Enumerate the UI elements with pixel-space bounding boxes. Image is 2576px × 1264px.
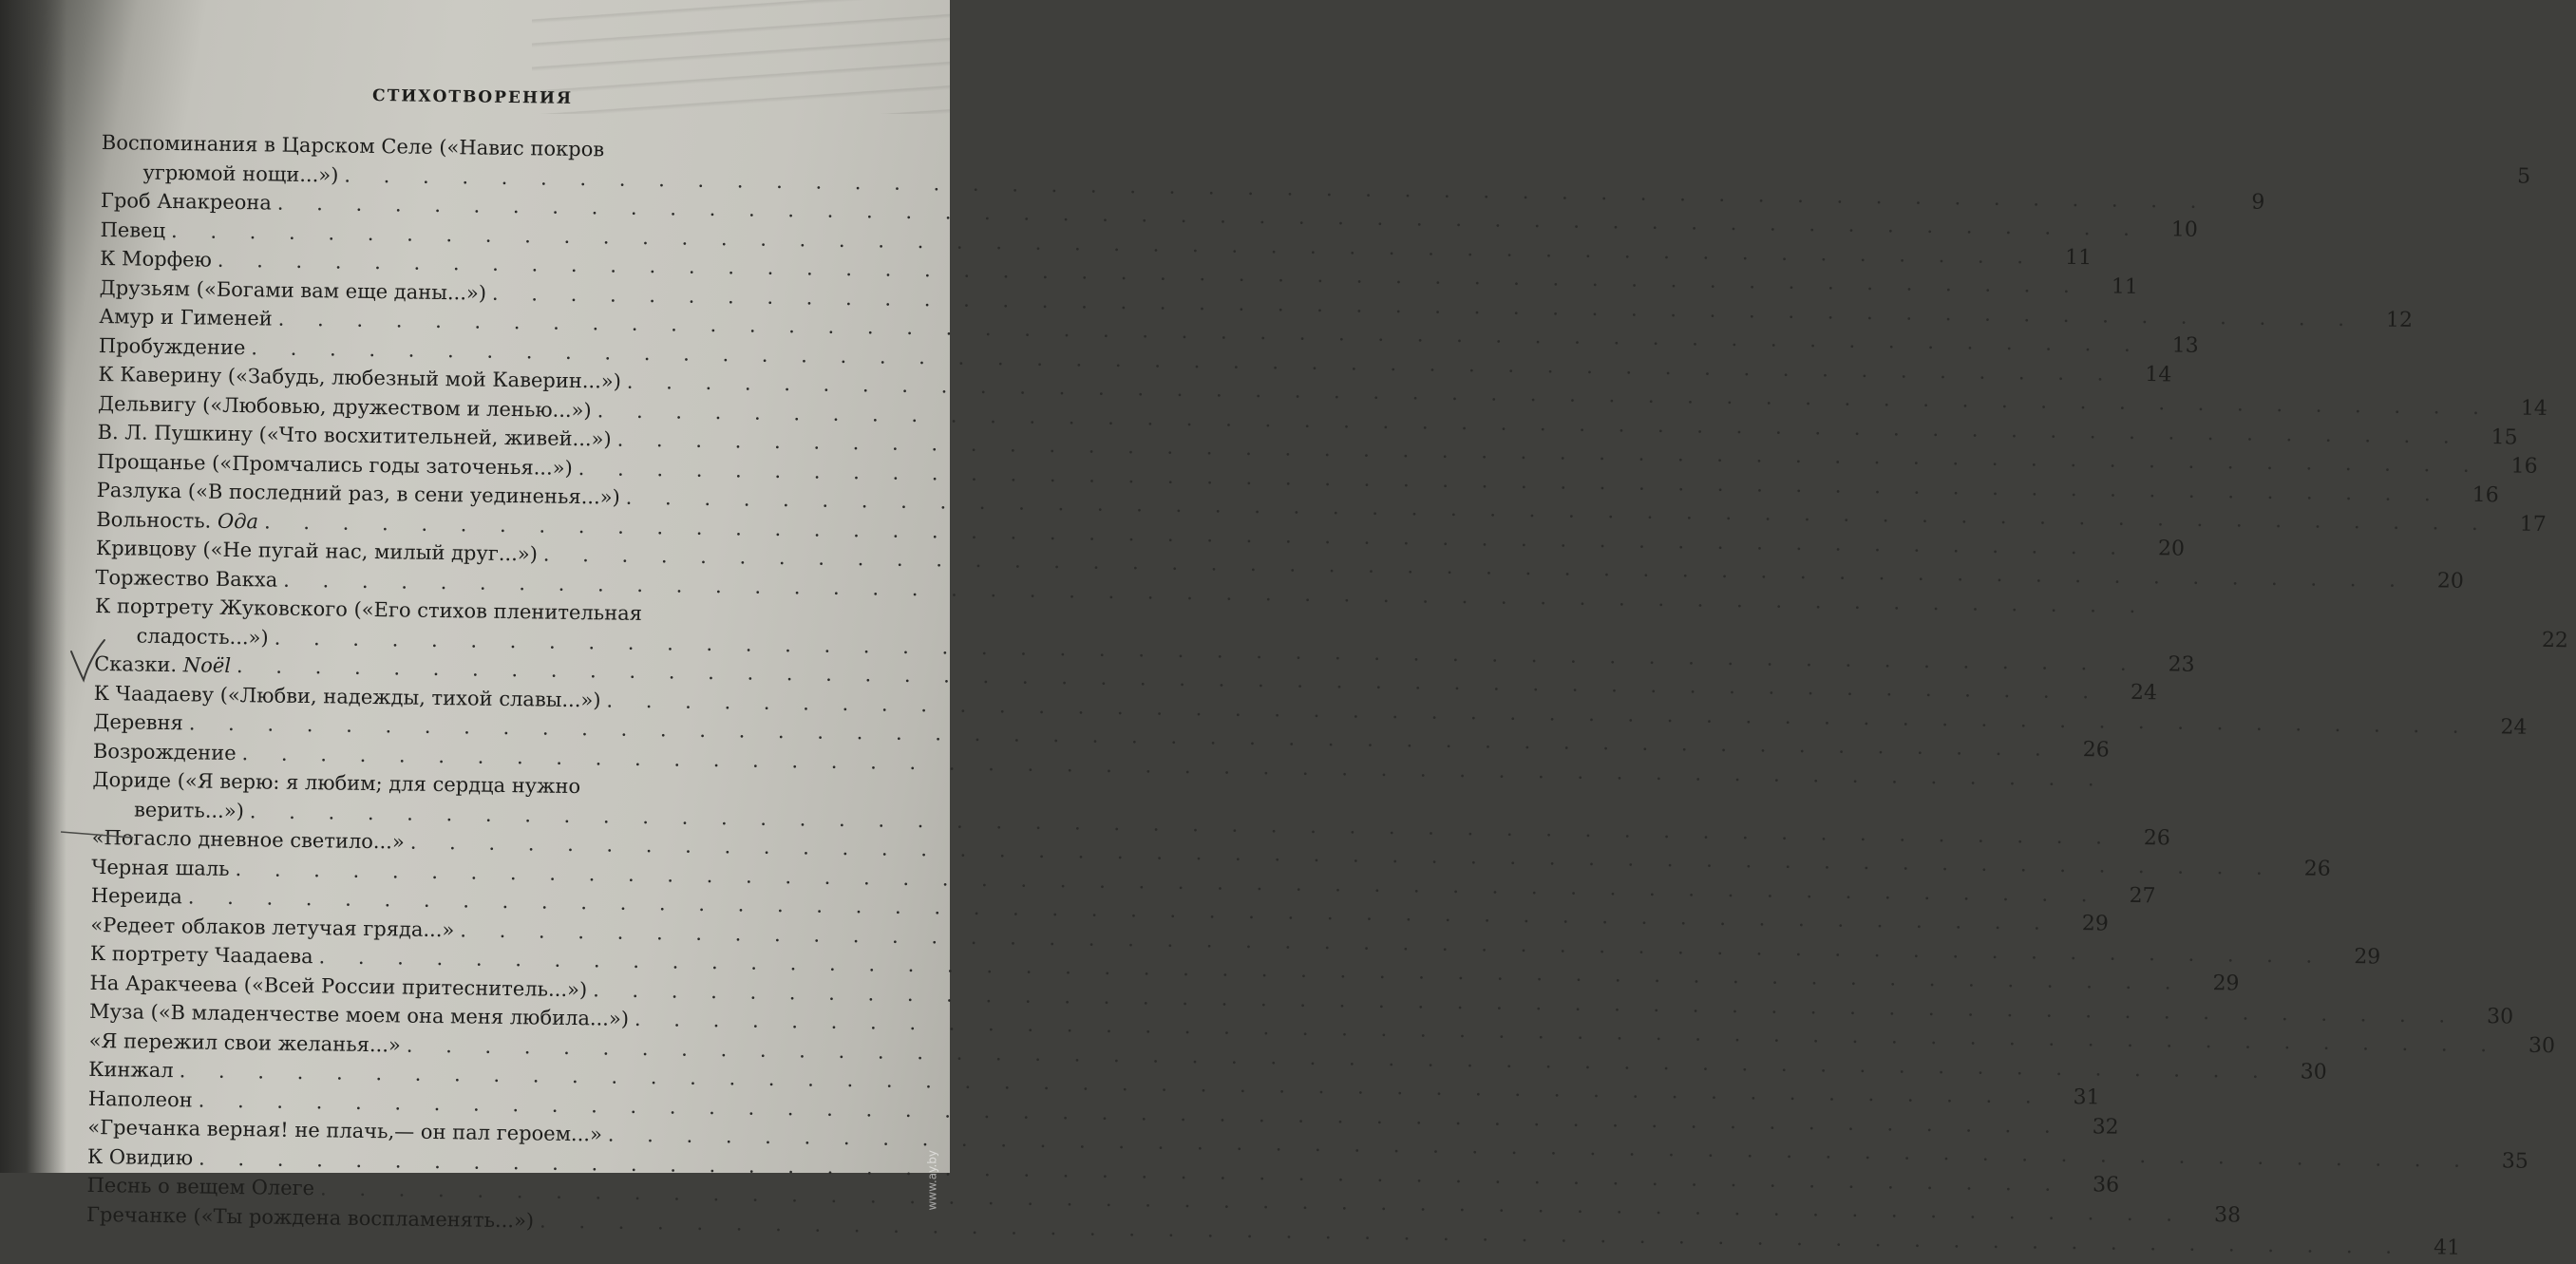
toc-entry-title-text: Сказки. <box>94 651 178 677</box>
toc-entry-title-italic: Noël <box>182 653 232 677</box>
toc-entry-title <box>91 852 230 883</box>
book-spine-shadow <box>0 0 66 1173</box>
toc-entry-title-text: Певец <box>100 217 166 242</box>
toc-page-number: 13 <box>2171 333 2199 358</box>
toc-page-number: 15 <box>2491 424 2518 450</box>
toc-entry-title-text: Наполеон <box>87 1086 193 1111</box>
toc-page-number: 9 <box>2251 190 2265 215</box>
toc-entry-title-text: К портрету Чаадаева <box>89 941 313 969</box>
toc-entry-title <box>91 881 182 912</box>
toc-entry-title-text: Торжество Вакха <box>95 565 278 592</box>
toc-page-number: 24 <box>2130 680 2158 706</box>
toc-entry-title <box>90 939 313 972</box>
toc-entry-title <box>134 795 244 825</box>
toc-page-number: 30 <box>2486 1004 2514 1029</box>
toc-entry-title <box>88 1055 174 1085</box>
toc-entry-title-text: На Аракчеева («Всей России притеснитель...») <box>89 971 588 1001</box>
pencil-checkmark-icon <box>68 638 106 684</box>
toc-entry-title-text: Пробуждение <box>98 333 246 359</box>
toc-entry-title-text: К Овидию <box>86 1144 194 1169</box>
toc-entry-title-text: К Морфею <box>100 246 213 272</box>
toc-entry-title <box>99 302 273 333</box>
toc-entry-title-text: Кинжал <box>88 1057 174 1083</box>
toc-page-number: 36 <box>2092 1172 2120 1198</box>
section-heading: СТИХОТВОРЕНИЯ <box>371 85 574 108</box>
toc-page-number: 16 <box>2510 454 2538 479</box>
toc-entry-title-text: К портрету Жуковского («Его стихов пленительная <box>94 594 643 625</box>
toc-entry-title-text: Нереида <box>90 883 183 909</box>
toc-entry-title <box>142 158 338 189</box>
toc-entry-title <box>88 1026 401 1059</box>
watermark: www.ay.by <box>925 1150 938 1211</box>
toc-entry-title <box>95 562 277 594</box>
toc-page-number <box>2457 820 2507 821</box>
toc-entry-title-text: Вольность. <box>96 507 212 533</box>
toc-entry-title-text: Черная шаль <box>91 855 230 880</box>
toc-entry-title-text: верить...») <box>133 798 245 822</box>
toc-page-number: 12 <box>2385 308 2414 332</box>
toc-page-number: 11 <box>2111 274 2138 299</box>
toc-entry-title-text: «Редеет облаков летучая гряда...» <box>90 913 455 941</box>
toc-page-number: 22 <box>2541 628 2569 653</box>
toc-page-number: 41 <box>2433 1235 2461 1260</box>
toc-entry-title <box>99 330 246 362</box>
toc-entry-title <box>93 736 237 767</box>
toc-entry-title-text: «Погасло дневное светило...» <box>91 825 405 854</box>
toc-page-number: 17 <box>2519 512 2547 537</box>
toc-page-number: 29 <box>2212 972 2240 996</box>
toc-entry-title-text: Разлука («В последний раз, в сени уединенья...») <box>96 478 620 509</box>
toc-entry-title-text: Муза («В младенчестве моем она меня любила...») <box>88 999 630 1030</box>
toc-page-number: 5 <box>2516 164 2531 189</box>
toc-entry-title-text: сладость...») <box>136 624 269 649</box>
toc-page-number: 10 <box>2170 217 2199 242</box>
toc-entry-title <box>101 186 272 217</box>
toc-entry-title <box>100 215 165 244</box>
toc-entry-title <box>100 244 212 274</box>
toc-page-number: 35 <box>2501 1149 2529 1174</box>
toc-page-number: 23 <box>2168 651 2195 677</box>
toc-page-number: 29 <box>2354 944 2381 970</box>
toc-entry-title-text: Дориде («Я верю: я любим; для сердца нужно <box>92 767 581 799</box>
toc-entry-title-text: Возрождение <box>92 739 237 764</box>
toc-entry-title-text: Прощанье («Промчались годы заточенья...») <box>97 449 573 480</box>
toc-page-number <box>2113 785 2163 786</box>
toc-entry-title <box>93 707 183 738</box>
toc-entry-title <box>86 1171 314 1203</box>
toc-entry-title-text: Песнь о вещем Олеге <box>86 1173 315 1200</box>
toc-page-number: 16 <box>2472 482 2499 507</box>
toc-page-number: 26 <box>2082 738 2110 763</box>
toc-entry-title-text: К Чаадаеву («Любви, надежды, тихой славы...») <box>93 681 601 711</box>
toc-entry-title <box>136 621 268 651</box>
toc-entry-title-text: Гречанке («Ты рождена воспламенять...») <box>85 1202 535 1232</box>
toc-page-number: 29 <box>2081 912 2109 936</box>
toc-entry-title-text: Воспоминания в Царском Селе («Навис покров <box>101 130 605 161</box>
toc-entry-title-text: Гроб Анакреона <box>100 188 273 215</box>
toc-entry-title-text: Амур и Гименей <box>99 304 273 330</box>
toc-page-number: 30 <box>2528 1033 2556 1059</box>
toc-page-number: 11 <box>2064 245 2093 270</box>
toc-page-number: 20 <box>2436 569 2465 594</box>
toc-entry-title-italic: Ода <box>217 509 259 533</box>
toc-page-number: 27 <box>2129 883 2156 908</box>
pencil-underline-mark <box>59 828 135 840</box>
toc-page-number: 24 <box>2500 714 2528 740</box>
toc-page-number: 26 <box>2303 857 2331 881</box>
toc-entry-title <box>96 504 258 536</box>
toc-entry-title-text: Кривцову («Не пугай нас, милый друг...») <box>95 536 539 566</box>
toc-entry-title <box>86 1199 534 1235</box>
toc-entry-title <box>88 1084 193 1114</box>
toc-entry-title-text: Деревня <box>93 709 183 735</box>
toc-entry-title <box>87 1141 194 1172</box>
toc-page-number: 31 <box>2073 1085 2100 1110</box>
toc-entry-title-text: Дельвигу («Любовью, дружеством и ленью...») <box>97 391 592 422</box>
toc-page-number: 14 <box>2520 396 2548 421</box>
toc-entry-title-text: К Каверину («Забудь, любезный мой Каверин...») <box>98 362 622 393</box>
toc-page-number: 30 <box>2300 1059 2327 1085</box>
toc-entry-title-text: угрюмой нощи...») <box>142 160 339 186</box>
toc-page-number: 14 <box>2145 362 2172 387</box>
toc-page-number: 32 <box>2092 1114 2119 1140</box>
toc-page-number: 38 <box>2213 1203 2242 1228</box>
toc-entry-title <box>91 823 405 857</box>
toc-entry-title <box>94 650 231 681</box>
toc-page-number: 20 <box>2157 536 2186 561</box>
toc-entry-title-text: В. Л. Пушкину («Что восхитительней, живей...») <box>97 420 612 451</box>
toc-entry-title-text: Друзьям («Богами вам еще даны...») <box>99 275 487 305</box>
toc-entry-title-text: «Гречанка верная! не плачь,— он пал героем...» <box>87 1115 603 1146</box>
toc-entry-title-text: «Я пережил свои желанья...» <box>88 1028 401 1056</box>
toc-page-number: 26 <box>2143 825 2171 850</box>
